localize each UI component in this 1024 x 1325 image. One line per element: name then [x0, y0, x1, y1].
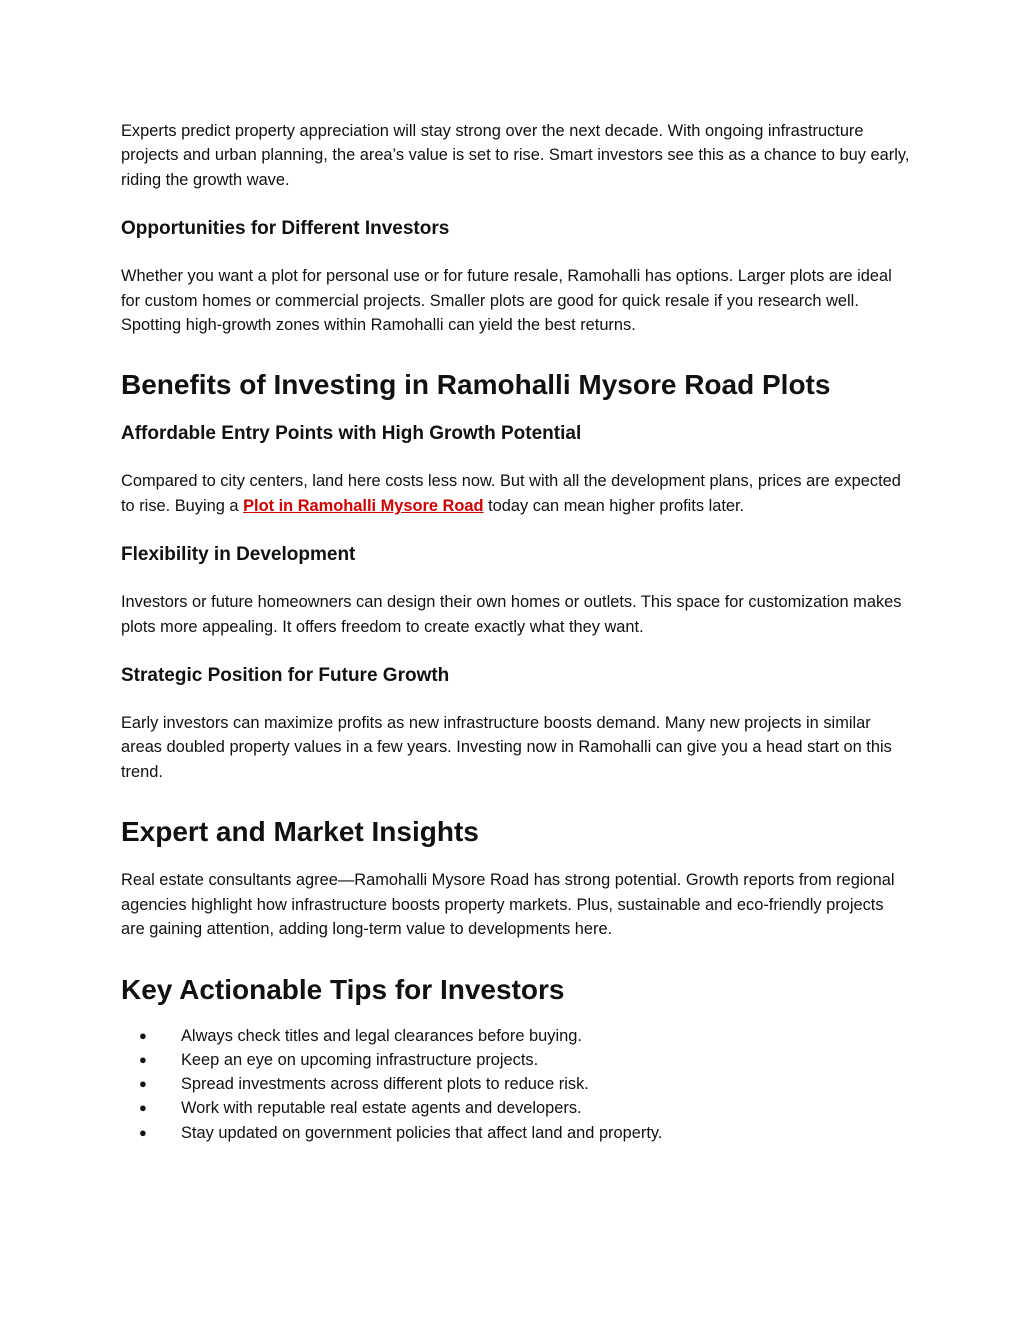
intro-paragraph: Experts predict property appreciation will stay strong over the next decade. With ongoing infrastructure projects and urban planning, the area’s value is set to rise. Smart investors see this as a chance to buy early, riding the growth wave.: [121, 122, 910, 189]
list-item: [121, 1072, 911, 1096]
affordable-paragraph: [121, 469, 911, 518]
list-item: [121, 1024, 911, 1048]
opportunities-heading: Opportunities for Different Investors: [121, 218, 450, 240]
tips-list: [121, 1024, 911, 1145]
bullet-icon: ●: [139, 1027, 147, 1043]
bullet-icon: ●: [139, 1051, 147, 1067]
flexibility-heading: Flexibility in Development: [121, 544, 356, 566]
insights-heading: Expert and Market Insights: [121, 816, 479, 848]
bullet-icon: ●: [139, 1076, 147, 1092]
plot-ramohalli-link[interactable]: Plot in Ramohalli Mysore Road: [243, 496, 484, 515]
tips-heading: Key Actionable Tips for Investors: [121, 973, 565, 1005]
list-item: [121, 1048, 911, 1072]
list-item: [121, 1096, 911, 1120]
opportunities-paragraph: Whether you want a plot for personal use or for future resale, Ramohalli has options. Larger plots are ideal for custom homes or commercial projects. Smaller plots are good for quick resale if you research well. Spotting high-growth zones within Ramohalli can yield the best returns.: [121, 267, 892, 335]
list-item-text: Stay updated on government policies that affect land and property.: [181, 1123, 663, 1142]
affordable-text-before: Compared to city centers, land here costs less now. But with all the development plans, prices are expected to rise. Buying a: [121, 472, 901, 515]
flexibility-paragraph: Investors or future homeowners can design their own homes or outlets. This space for customization makes plots more appealing. It offers freedom to create exactly what they want.: [121, 593, 902, 636]
affordable-heading: Affordable Entry Points with High Growth Potential: [121, 423, 582, 445]
insights-paragraph: Real estate consultants agree—Ramohalli Mysore Road has strong potential. Growth reports from regional agencies highlight how infrastructure boosts property markets. Plus, sustainable and eco-friendly projects are gaining attention, adding long-term value to developments here.: [121, 871, 895, 939]
list-item-text: Keep an eye on upcoming infrastructure projects.: [181, 1050, 539, 1069]
list-item: [121, 1121, 911, 1145]
affordable-text-after: today can mean higher profits later.: [483, 496, 745, 515]
strategic-heading: Strategic Position for Future Growth: [121, 665, 450, 687]
bullet-icon: ●: [139, 1100, 147, 1116]
list-item-text: Always check titles and legal clearances before buying.: [181, 1026, 582, 1045]
strategic-paragraph: Early investors can maximize profits as new infrastructure boosts demand. Many new projects in similar areas doubled property values in a few years. Investing now in Ramohalli can give you a head start on this trend.: [121, 714, 892, 781]
list-item-text: Spread investments across different plots to reduce risk.: [181, 1075, 589, 1094]
benefits-heading: Benefits of Investing in Ramohalli Mysore Road Plots: [121, 369, 831, 401]
list-item-text: Work with reputable real estate agents and developers.: [181, 1099, 582, 1118]
bullet-icon: ●: [139, 1124, 147, 1140]
document-page: [121, 119, 911, 1145]
